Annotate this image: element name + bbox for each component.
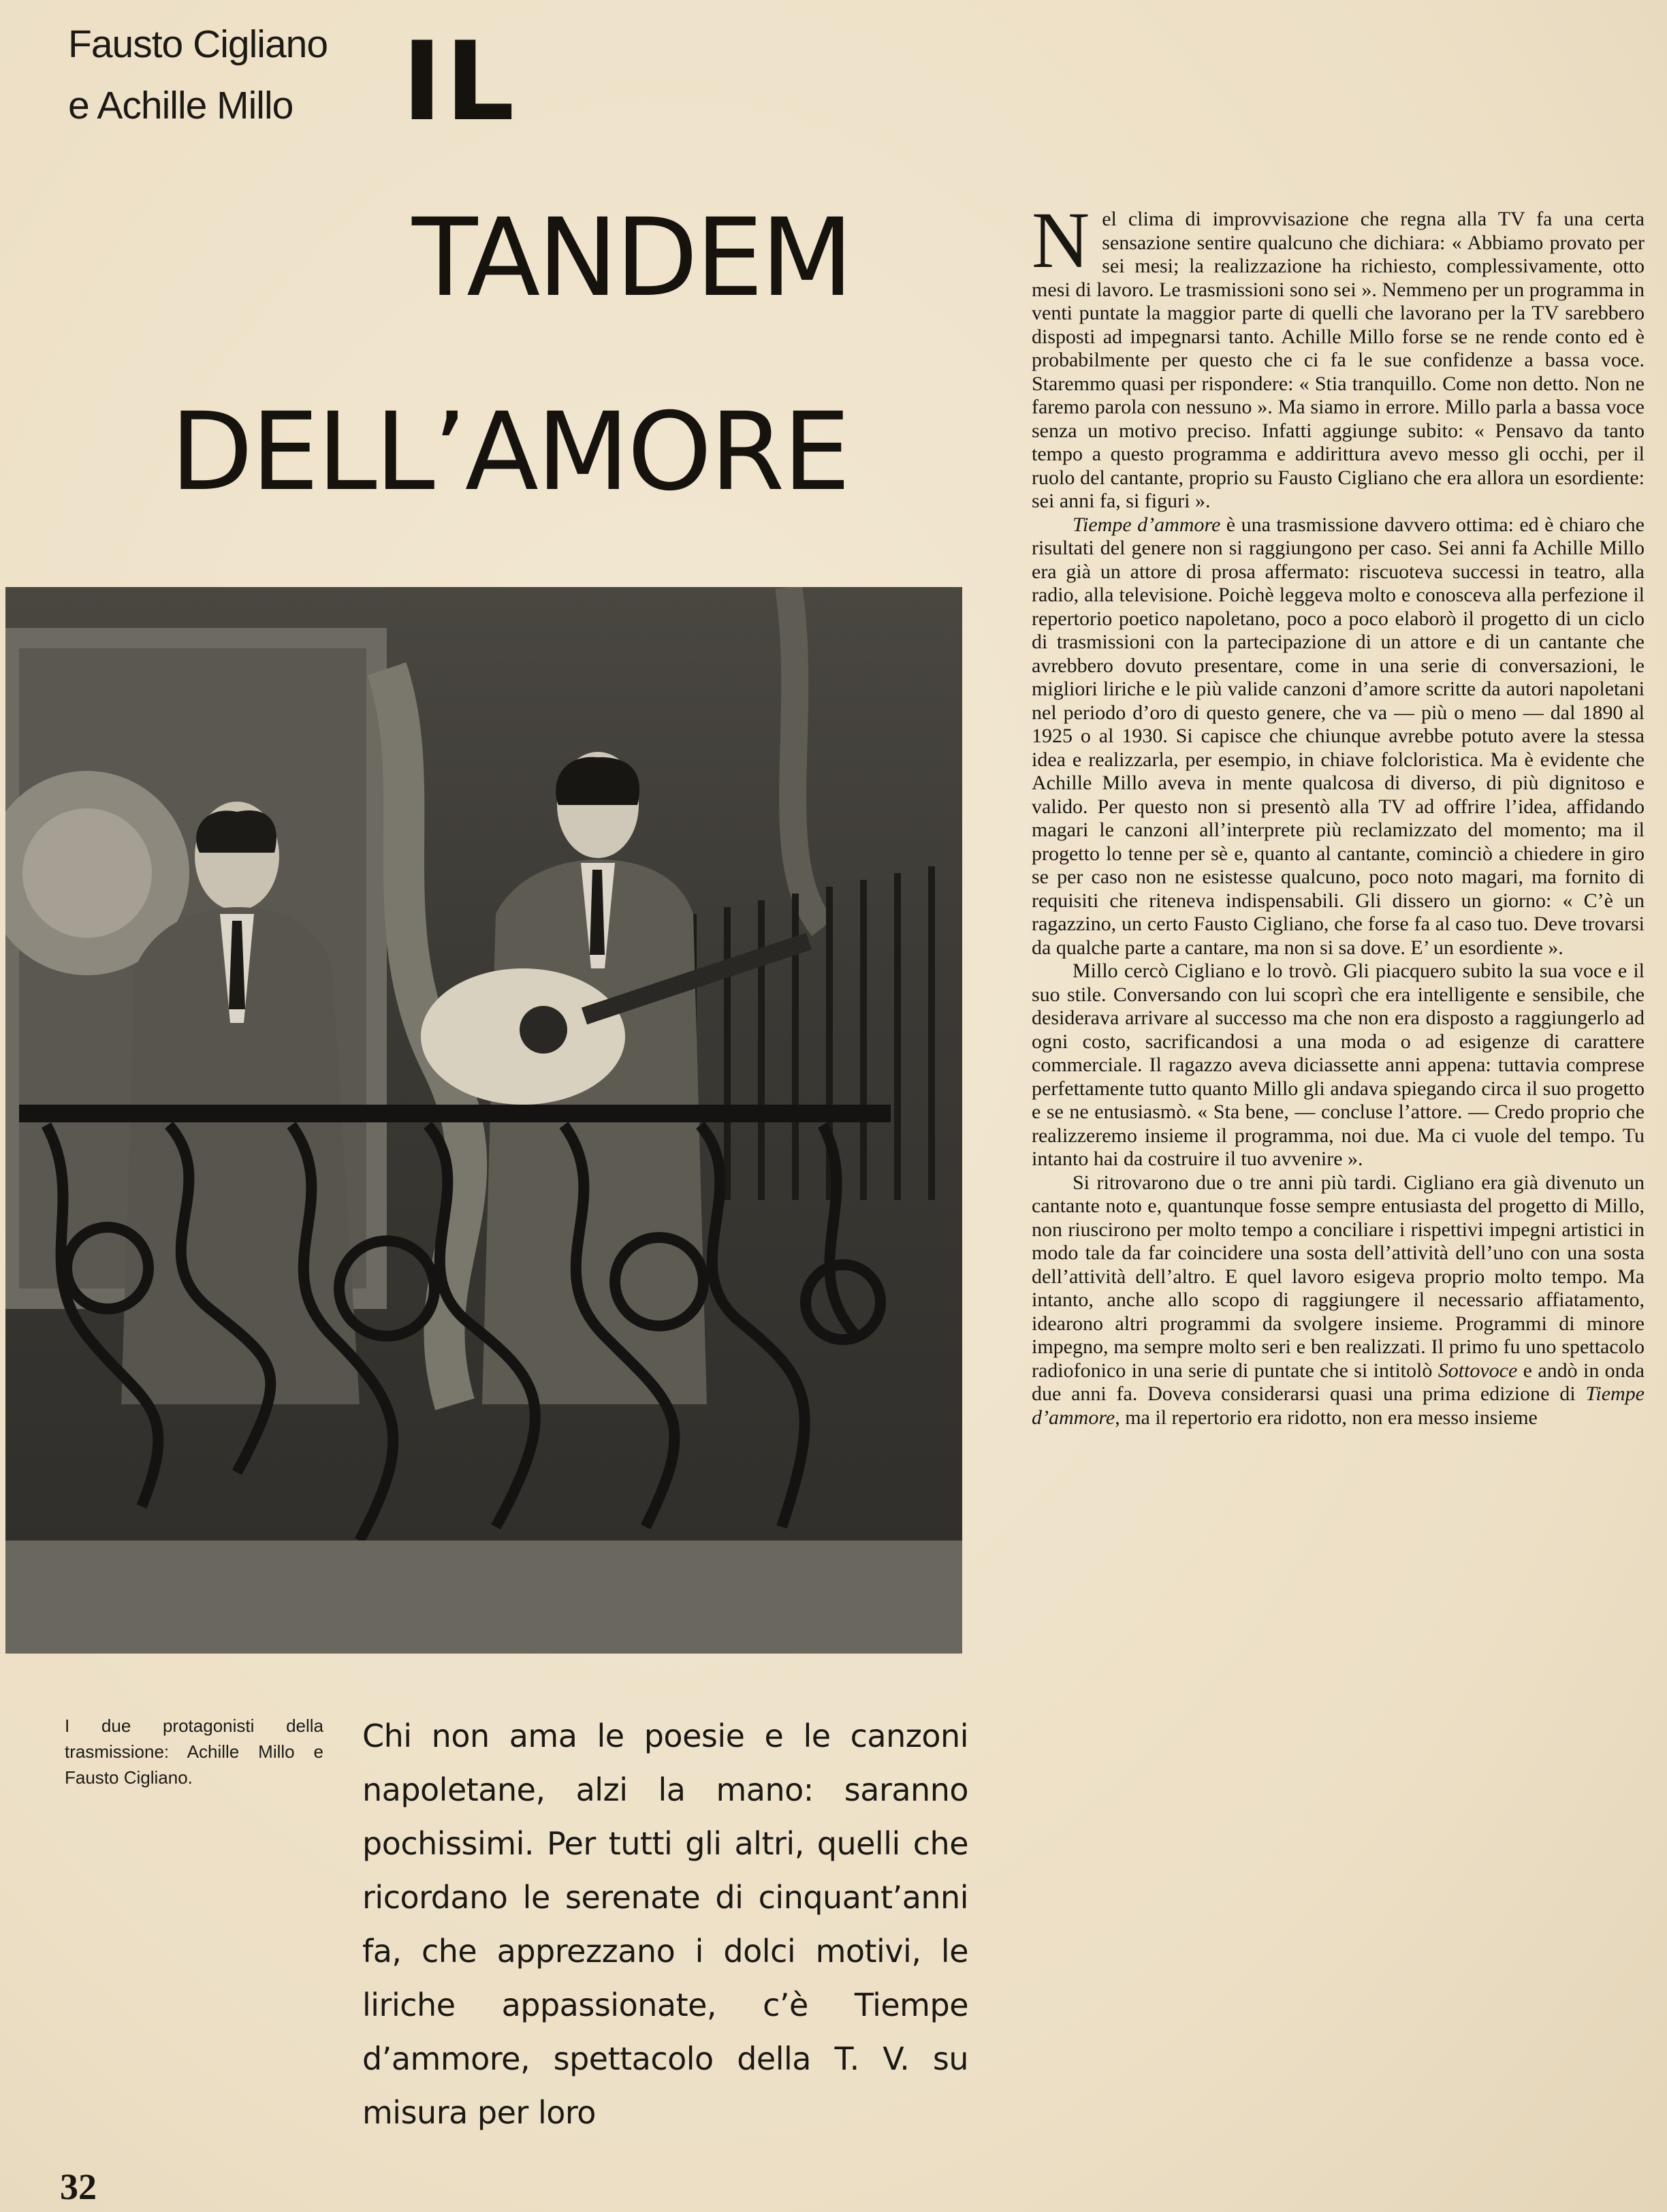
program-title-tiempe: Tiempe d’ammore: [1032, 1382, 1645, 1429]
article-body: [1032, 195, 1645, 1429]
article-paragraph-4-text-b: e andò in onda due anni fa. Doveva considerarsi quasi una prima edizione di: [1032, 1359, 1645, 1405]
vine-plant-right: [789, 587, 823, 928]
article-paragraph-1: [1032, 195, 1645, 514]
page-number: 32: [60, 2166, 97, 2207]
guitar-soundhole: [520, 1006, 567, 1054]
balcony-rail: [19, 1105, 891, 1122]
program-title: Tiempe d’ammore: [1073, 513, 1221, 536]
article-paragraph-4: [1032, 1171, 1645, 1430]
photo-illustration: [5, 587, 962, 1654]
headline-word-il: IL: [402, 18, 518, 145]
article-paragraph-2-text: è una trasmissione davvero ottima: ed è chiaro che risultati del genere non si raggiungono per caso. Sei anni fa Achille Millo era già un attore di prosa affermato: riscuoteva successi in teatro, alla radio, alla televisione. Poichè leggeva molto e conosceva alla perfezione il repertorio poetico napoletano, poco a poco elaborò il progetto di un ciclo di trasmissioni con la partecipazione di un attore e di un cantante che avrebbero dovuto presentare, come in una serie di conversazioni, le migliori liriche e le più valide canzoni d’amore scritte da autori napoletani nel periodo d’oro di questo genere, che va — più o meno — dal 1890 al 1925 o al 1930. Si capisce che chiunque avrebbe potuto avere la stessa idea e realizzarla, per esempio, in chiave folcloristica. Ma è evidente che Achille Millo aveva in mente qualcosa di diverso, di più dignitoso e valido. Per questo non si presentò alla TV ad offrire l’idea, affidando magari le canzoni all’interprete più reclamizzato del momento; ma il progetto lo tenne per sè e, quanto al cantante, cominciò a chiedere in giro se per caso non ne esistesse qualcuno, poco noto magari, ma fornito di requisiti che riteneva indispensabili. Gli dissero un giorno: « C’è un ragazzino, un certo Fausto Cigliano, che forse fa al caso tuo. Deve trovarsi da qualche parte a cantare, ma non si sa dove. E’ un esordiente ».: [1032, 513, 1645, 959]
man-left-hair: [196, 810, 276, 853]
man-right-hair: [556, 757, 639, 805]
headline-word-tandem: TANDEM: [412, 195, 851, 321]
headline-word-amore: DELL’AMORE: [170, 390, 849, 515]
byline-line-2: e Achille Millo: [68, 84, 293, 127]
photo-caption: I due protagonisti della trasmissione: Achille Millo e Fausto Cigliano.: [65, 1716, 323, 1788]
article-photo: [5, 587, 962, 1654]
balcony-floor: [5, 1540, 962, 1654]
byline: [68, 14, 375, 136]
program-title-sottovoce: Sottovoce: [1438, 1359, 1518, 1382]
sun-face: [22, 808, 152, 938]
article-paragraph-1-text: el clima di improvvisazione che regna alla TV fa una certa sensazione sentire qualcuno che dichiara: « Abbiamo provato per sei mesi; la realizzazione ha richiesto, complessivamente, otto mesi di lavoro. Le trasmissioni sono sei ». Nemmeno per un programma in venti puntate la maggior parte di quelli che lavorano per la TV sarebbero disposti ad impegnarsi tanto. Achille Millo forse se ne rende conto ed è probabilmente per questo che ci fa le sue confidenze a bassa voce. Staremmo quasi per rispondere: « Stia tranquillo. Come non detto. Non ne faremo parola con nessuno ». Ma siamo in errore. Millo parla a bassa voce senza un motivo preciso. Infatti aggiunge subito: « Pensavo da tanto tempo a questo programma e addirittura avevo messo gli occhi, per il ruolo del cantante, proprio su Fausto Cigliano che era allora un esordiente: sei anni fa, si figuri ».: [1032, 208, 1645, 512]
article-paragraph-4-text-a: Si ritrovarono due o tre anni più tardi. Cigliano era già divenuto un cantante noto e, quantunque fosse sempre entusiasta del progetto di Millo, non riuscirono per molto tempo a conciliare i rispettivi impegni artistici in modo tale da far coincidere una sosta dell’attività dell’uno con una sosta dell’attività dell’altro. E quel lavoro esigeva proprio molto tempo. Ma intanto, anche allo scopo di raggiungere il necessario affiatamento, idearono altri programmi da svolgere insieme. Programmi di minore impegno, ma sempre molto seri e ben realizzati. Il primo fu uno spettacolo radiofonico in una serie di puntate che si intitolò: [1032, 1171, 1645, 1382]
byline-line-1: Fausto Cigliano: [68, 22, 328, 66]
lead-paragraph: Chi non ama le poesie e le canzoni napoletane, alzi la mano: saranno pochissimi. Per tutti gli altri, quelli che ricordano le serenate di cinquant’anni fa, che apprezzano i dolci motivi, le liriche appassionate, c’è Tiempe d’ammore, spettacolo della T. V. su misura per loro: [362, 1718, 968, 2131]
article-paragraph-3: Millo cercò Cigliano e lo trovò. Gli piacquero subito la sua voce e il suo stile. Conversando con lui scoprì che era intelligente e sensibile, che desiderava arrivare al successo ma che non era disposto a raggiungerlo ad ogni costo, sacrificandosi a una moda o ad esigenze di carattere commerciale. Il ragazzo aveva diciassette anni appena: tuttavia comprese perfettamente tutto quanto Millo gli andava spiegando circa il suo progetto e se ne entusiasmò. « Sta bene, — concluse l’attore. — Credo proprio che realizzeremo insieme il programma, noi due. Ma ci vuole del tempo. Tu intanto hai da costruire il tuo avvenire ».: [1032, 960, 1645, 1170]
article-paragraph-2: [1032, 514, 1645, 960]
article-paragraph-4-text-c: , ma il repertorio era ridotto, non era messo insieme: [1115, 1406, 1538, 1429]
drop-cap: N: [1032, 195, 1090, 285]
